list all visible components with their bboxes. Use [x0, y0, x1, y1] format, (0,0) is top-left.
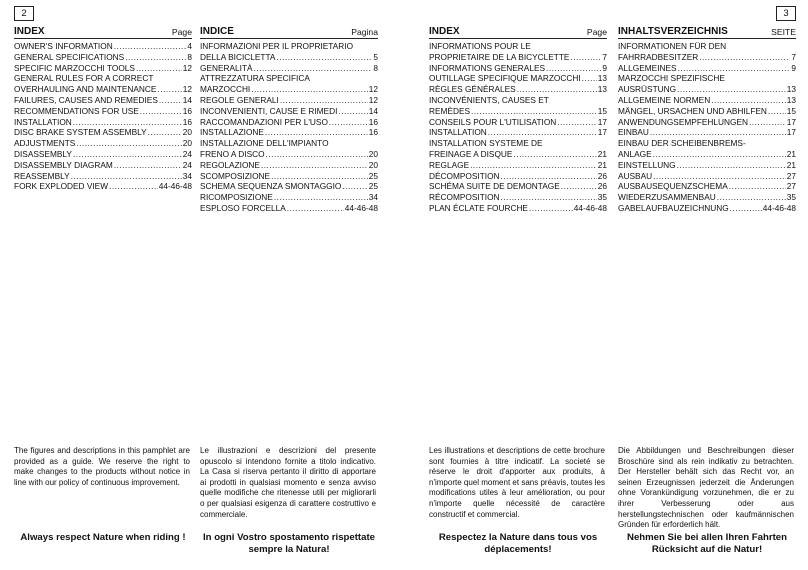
entry-page-number: 4	[187, 41, 192, 51]
entry-page-number: 13	[597, 84, 607, 95]
index-entry	[618, 203, 796, 214]
entry-label: SPECIFIC MARZOCCHI TOOLS	[14, 62, 135, 73]
dot-leader	[266, 149, 368, 160]
dot-leader	[768, 106, 786, 117]
index-entry	[14, 63, 192, 74]
index-entry	[14, 84, 192, 95]
entry-label: GENERALITÀ	[200, 62, 253, 73]
index-entry	[429, 117, 607, 128]
page-column-label: Page	[171, 27, 192, 37]
index-entry-line	[200, 41, 378, 52]
entry-page-number: 8	[187, 51, 192, 62]
page-number-left: 2	[14, 6, 34, 21]
dot-leader	[717, 192, 786, 203]
index-column-italian	[200, 26, 378, 214]
index-entry	[200, 117, 378, 128]
page-column-label: SEITE	[771, 27, 796, 37]
index-title: INHALTSVERZEICHNIS	[618, 26, 728, 37]
entry-label: FAHRRADBESITZER	[618, 51, 699, 62]
dot-leader	[287, 203, 344, 214]
entry-label: EINBAU DER SCHEIBENBREMS-	[618, 138, 746, 149]
index-entries	[14, 41, 192, 192]
dot-leader	[699, 52, 790, 63]
entry-label: ATTREZZATURA SPECIFICA	[200, 73, 310, 84]
entry-label: PLAN ÉCLATE FOURCHE	[429, 202, 528, 213]
index-entry	[618, 192, 796, 203]
index-entry	[429, 149, 607, 160]
index-entry	[618, 52, 796, 63]
dot-leader	[677, 160, 786, 171]
disclaimer-english: The figures and descriptions in this pamphlet are provided as a guide. We reserve the right to make changes to the products without notice in line with our policy of continuous improvement.	[14, 446, 190, 487]
dot-leader	[159, 95, 182, 106]
entry-page-number: 27	[786, 170, 796, 181]
entry-label: WIEDERZUSAMMENBAU	[618, 192, 716, 203]
entry-page-number: 12	[368, 84, 378, 95]
dot-leader	[678, 63, 791, 74]
entry-page-number: 35	[786, 192, 796, 203]
slogan-french: Respectez la Nature dans tous vos déplacements!	[438, 532, 598, 555]
entry-label: ALLGEMEINES	[618, 62, 677, 73]
entry-label: AUSBAU	[618, 170, 653, 181]
entry-page-number: 16	[368, 116, 378, 127]
dot-leader	[470, 160, 597, 171]
index-entry	[429, 106, 607, 117]
index-entry-line	[618, 138, 796, 149]
dot-leader	[471, 106, 597, 117]
dot-leader	[274, 192, 368, 203]
entry-page-number: 8	[373, 62, 378, 73]
index-title: INDEX	[429, 26, 460, 37]
dot-leader	[501, 171, 597, 182]
dot-leader	[513, 149, 596, 160]
entry-label: SCHÉMA SUITE DE DEMONTAGE	[429, 181, 560, 192]
dot-leader	[730, 203, 762, 214]
entry-label: INFORMATIONS GENERALES	[429, 62, 546, 73]
index-title: INDEX	[14, 26, 45, 37]
entry-page-number: 24	[182, 148, 192, 159]
dot-leader	[71, 171, 182, 182]
index-entries	[429, 41, 607, 214]
entry-label: DÉCOMPOSITION	[429, 170, 500, 181]
entry-page-number: 20	[182, 138, 192, 149]
entry-label: DISASSEMBLY DIAGRAM	[14, 159, 113, 170]
page-number-right: 3	[776, 6, 796, 21]
entry-page-number: 44-46-48	[344, 202, 378, 213]
index-entry	[429, 63, 607, 74]
entry-page-number: 27	[786, 181, 796, 192]
dot-leader	[653, 171, 786, 182]
dot-leader	[338, 106, 367, 117]
entry-label: FRENO A DISCO	[200, 148, 265, 159]
index-entry	[429, 84, 607, 95]
index-column-french	[429, 26, 607, 214]
entry-page-number: 34	[368, 192, 378, 203]
slogan-italian: In ogni Vostro spostamento rispettate sempre la Natura!	[203, 532, 375, 555]
index-header	[14, 26, 192, 39]
entry-page-number: 16	[368, 127, 378, 138]
entry-label: GENERAL RULES FOR A CORRECT	[14, 73, 154, 84]
entry-label: DELLA BICICLETTA	[200, 51, 276, 62]
entry-label: FREINAGE A DISQUE	[429, 148, 513, 159]
index-entry	[618, 117, 796, 128]
entry-page-number: 7	[791, 51, 796, 62]
index-entry	[618, 160, 796, 171]
entry-label: RICOMPOSIZIONE	[200, 192, 273, 203]
dot-leader	[342, 181, 367, 192]
entry-page-number: 26	[597, 181, 607, 192]
entry-label: INFORMATIONS POUR LE	[429, 41, 531, 51]
page-column-label: Pagina	[351, 27, 378, 37]
entry-page-number: 21	[597, 148, 607, 159]
entry-label: OWNER'S INFORMATION	[14, 41, 113, 51]
dot-leader	[114, 160, 182, 171]
index-entry	[14, 138, 192, 149]
entry-label: INSTALLATION	[429, 127, 487, 138]
index-entry-line	[14, 73, 192, 84]
entry-page-number: 24	[182, 159, 192, 170]
index-entry	[14, 160, 192, 171]
entry-page-number: 21	[786, 159, 796, 170]
entry-page-number: 17	[786, 116, 796, 127]
entry-page-number: 14	[368, 105, 378, 116]
entry-page-number: 9	[602, 62, 607, 73]
dot-leader	[114, 41, 187, 52]
entry-label: EINBAU	[618, 127, 649, 138]
dot-leader	[529, 203, 573, 214]
entry-label: INSTALLATION SYSTEME DE	[429, 138, 543, 149]
index-entries	[618, 41, 796, 214]
entry-label: PROPRIETAIRE DE LA BICYCLETTE	[429, 51, 570, 62]
index-entry	[200, 149, 378, 160]
index-entry	[14, 95, 192, 106]
dot-leader	[653, 149, 786, 160]
index-entry	[200, 181, 378, 192]
disclaimer-german: Die Abbildungen und Beschreibungen dieser Broschüre sind als rein indikativ zu betrachten. Der Hersteller behält sich das Recht vor, an seinen Erzeugnissen jederzeit die Änderungen ohne Vorankündigung vorzunehmen, die er zu ihrer Verbesserung oder aus herstellungstechnischen oder kaufmännischen Gründen für erforderlich hält.	[618, 446, 794, 530]
disclaimer-french: Les illustrations et descriptions de cette brochure sont fournies à titre indicatif. La societé se réserve le droit d'apporter aux produits, à n'importe quel moment et sans préavis, toutes les modifications utiles à leur amélioration, ou pour n'importe quelle nécessité de caractère constructif et commercial.	[429, 446, 605, 519]
entry-page-number: 15	[786, 105, 796, 116]
entry-label: REGOLE GENERALI	[200, 94, 279, 105]
index-entry	[618, 181, 796, 192]
index-title: INDICE	[200, 26, 234, 37]
entry-label: DISASSEMBLY	[14, 148, 72, 159]
dot-leader	[517, 84, 597, 95]
entry-page-number: 15	[597, 105, 607, 116]
entry-page-number: 17	[597, 127, 607, 138]
dot-leader	[136, 63, 182, 74]
entry-label: FAILURES, CAUSES AND REMEDIES	[14, 94, 158, 105]
entry-label: RACCOMANDAZIONI PER L'USO	[200, 116, 328, 127]
dot-leader	[73, 117, 182, 128]
index-entry	[200, 203, 378, 214]
entry-label: MÄNGEL, URSACHEN UND ABHILFEN	[618, 105, 767, 116]
index-entry-line	[429, 138, 607, 149]
dot-leader	[561, 181, 597, 192]
index-entry	[618, 149, 796, 160]
entry-page-number: 21	[597, 159, 607, 170]
entry-label: AUSRÜSTUNG	[618, 84, 677, 95]
index-entry-line	[200, 73, 378, 84]
entry-page-number: 17	[786, 127, 796, 138]
dot-leader	[251, 84, 368, 95]
entry-label: REMÈDES	[429, 105, 471, 116]
entry-label: RÈGLES GÉNÉRALES	[429, 84, 516, 95]
dot-leader	[650, 127, 786, 138]
entry-page-number: 20	[182, 127, 192, 138]
index-entry	[200, 127, 378, 138]
index-entry	[200, 84, 378, 95]
entry-label: ESPLOSO FORCELLA	[200, 202, 286, 213]
dot-leader	[109, 181, 158, 192]
entry-label: GENERAL SPECIFICATIONS	[14, 51, 125, 62]
entry-label: ADJUSTMENTS	[14, 138, 76, 149]
entry-page-number: 16	[182, 105, 192, 116]
entry-label: INSTALLAZIONE	[200, 127, 264, 138]
index-entry	[200, 160, 378, 171]
entry-label: ANLAGE	[618, 148, 652, 159]
index-entry	[14, 127, 192, 138]
dot-leader	[271, 171, 368, 182]
disclaimer-italian: Le illustrazioni e descrizioni del presente opuscolo si intendono fornite a titolo indicativo. La Casa si riserva pertanto il diritto di apportare ai prodotti in qualsiasi momento e senza avviso quelle modifiche che ritenesse utili per migliorarli o per qualsiasi esigenza di carattere costruttivo e commerciale.	[200, 446, 376, 519]
index-entry	[429, 52, 607, 63]
index-header	[429, 26, 607, 39]
index-column-german	[618, 26, 796, 214]
entry-label: REGOLAZIONE	[200, 159, 260, 170]
entry-label: SCOMPOSIZIONE	[200, 170, 271, 181]
entry-page-number: 14	[182, 94, 192, 105]
index-entry	[618, 63, 796, 74]
entry-page-number: 35	[597, 192, 607, 203]
entry-page-number: 20	[368, 159, 378, 170]
dot-leader	[329, 117, 368, 128]
entry-label: OVERHAULING AND MAINTENANCE	[14, 84, 157, 95]
index-entry	[14, 117, 192, 128]
index-entry-line	[200, 138, 378, 149]
index-entry	[618, 127, 796, 138]
index-entry	[200, 52, 378, 63]
index-entry-line	[618, 73, 796, 84]
entry-label: REASSEMBLY	[14, 170, 70, 181]
entry-label: ANWENDUNGSEMPFEHLUNGEN	[618, 116, 748, 127]
entry-page-number: 44-46-48	[762, 202, 796, 213]
entry-page-number: 9	[791, 62, 796, 73]
entry-page-number: 34	[182, 170, 192, 181]
entry-page-number: 12	[368, 94, 378, 105]
index-entry	[429, 171, 607, 182]
page-column-label: Page	[586, 27, 607, 37]
slogan-german: Nehmen Sie bei allen Ihren Fahrten Rücksicht auf die Natur!	[627, 532, 787, 555]
index-entry	[618, 106, 796, 117]
dot-leader	[140, 106, 182, 117]
dot-leader	[677, 84, 786, 95]
dot-leader	[148, 127, 182, 138]
entry-label: CONSEILS POUR L'UTILISATION	[429, 116, 557, 127]
entry-label: INSTALLATION	[14, 116, 72, 127]
entry-label: FORK EXPLODED VIEW	[14, 181, 109, 192]
entry-page-number: 5	[373, 51, 378, 62]
entry-label: ALLGEMEINE NORMEN	[618, 94, 711, 105]
index-entry	[429, 127, 607, 138]
index-entry	[200, 106, 378, 117]
entry-label: MARZOCCHI	[200, 84, 251, 95]
index-entry	[14, 181, 192, 192]
dot-leader	[280, 95, 368, 106]
entry-page-number: 17	[597, 116, 607, 127]
entry-label: REGLAGE	[429, 159, 470, 170]
entry-page-number: 16	[182, 116, 192, 127]
entry-label: DISC BRAKE SYSTEM ASSEMBLY	[14, 127, 147, 138]
entry-page-number: 26	[597, 170, 607, 181]
index-entry	[200, 95, 378, 106]
entry-label: SCHEMA SEQUENZA SMONTAGGIO	[200, 181, 342, 192]
dot-leader	[261, 160, 368, 171]
entry-label: INFORMATIONEN FÜR DEN	[618, 41, 727, 51]
index-entry	[200, 192, 378, 203]
dot-leader	[570, 52, 601, 63]
dot-leader	[73, 149, 182, 160]
entry-page-number: 13	[786, 84, 796, 95]
entry-label: INSTALLAZIONE DELL'IMPIANTO	[200, 138, 329, 149]
index-entry	[429, 192, 607, 203]
entry-label: EINSTELLUNG	[618, 159, 676, 170]
index-entry	[14, 149, 192, 160]
dot-leader	[157, 84, 181, 95]
index-entry	[618, 84, 796, 95]
dot-leader	[254, 63, 373, 74]
index-entry	[14, 106, 192, 117]
entry-page-number: 13	[786, 94, 796, 105]
index-entry	[618, 95, 796, 106]
dot-leader	[711, 95, 786, 106]
dot-leader	[729, 181, 786, 192]
entry-page-number: 25	[368, 181, 378, 192]
entry-page-number: 44-46-48	[158, 181, 192, 192]
entry-label: MARZOCCHI SPEZIFISCHE	[618, 73, 725, 84]
index-header	[618, 26, 796, 39]
index-entry	[618, 171, 796, 182]
entry-label: OUTILLAGE SPECIFIQUE MARZOCCHI	[429, 73, 581, 84]
dot-leader	[546, 63, 601, 74]
entry-label: INCONVÉNIENTS, CAUSES ET	[429, 94, 549, 105]
index-entry	[14, 41, 192, 52]
dot-leader	[749, 117, 786, 128]
entry-page-number: 12	[182, 62, 192, 73]
index-entry	[200, 171, 378, 182]
entry-page-number: 20	[368, 148, 378, 159]
entry-label: AUSBAUSEQUENZSCHEMA	[618, 181, 728, 192]
dot-leader	[276, 52, 372, 63]
index-entry	[429, 160, 607, 171]
entry-page-number: 12	[182, 84, 192, 95]
dot-leader	[76, 138, 181, 149]
entry-page-number: 25	[368, 170, 378, 181]
dot-leader	[125, 52, 186, 63]
entry-label: RECOMMENDATIONS FOR USE	[14, 105, 139, 116]
index-entry-line	[618, 41, 796, 52]
entry-label: RÉCOMPOSITION	[429, 192, 500, 203]
index-entry	[200, 63, 378, 74]
index-entry-line	[429, 41, 607, 52]
index-entry	[14, 171, 192, 182]
index-entry	[14, 52, 192, 63]
slogan-english: Always respect Nature when riding !	[20, 532, 186, 543]
index-entry-line	[429, 95, 607, 106]
index-entry	[429, 203, 607, 214]
entry-label: INFORMAZIONI PER IL PROPRIETARIO	[200, 41, 354, 51]
entry-page-number: 44-46-48	[573, 202, 607, 213]
entry-label: INCONVENIENTI, CAUSE E RIMEDI	[200, 105, 338, 116]
entry-page-number: 7	[602, 51, 607, 62]
entry-label: GABELAUFBAUZEICHNUNG	[618, 202, 729, 213]
dot-leader	[265, 127, 368, 138]
entry-page-number: 13	[597, 73, 607, 84]
dot-leader	[557, 117, 596, 128]
index-column-english	[14, 26, 192, 192]
index-entry	[429, 181, 607, 192]
dot-leader	[501, 192, 597, 203]
index-entry	[429, 73, 607, 84]
index-header	[200, 26, 378, 39]
index-entries	[200, 41, 378, 214]
dot-leader	[488, 127, 597, 138]
entry-page-number: 21	[786, 148, 796, 159]
dot-leader	[582, 73, 597, 84]
